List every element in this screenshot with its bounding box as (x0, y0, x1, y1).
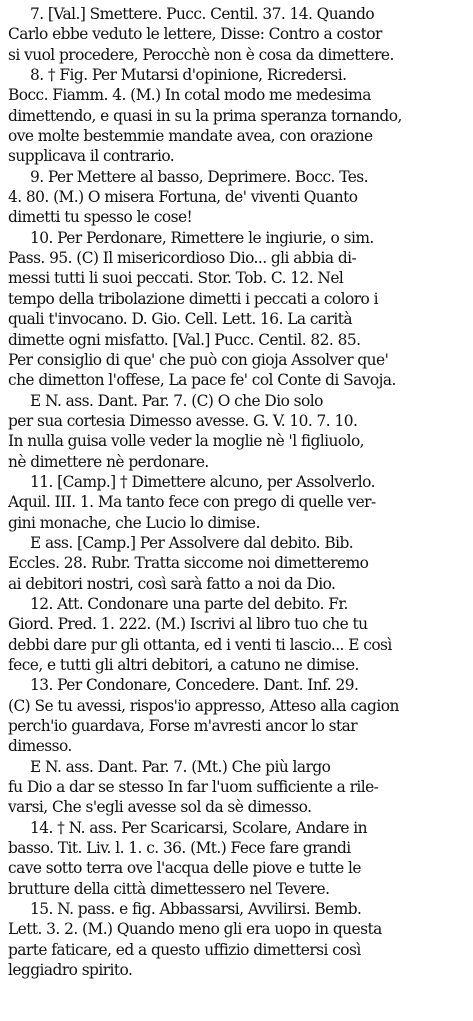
text-line: varsi, Che s'egli avesse sol da sè dimesso. (8, 798, 312, 817)
text-line: dimesso. (8, 737, 72, 756)
text-line: per sua cortesia Dimesso avesse. G. V. 10. 7. 10. (8, 411, 358, 430)
text-line: 7. [Val.] Smettere. Pucc. Centil. 37. 14. Quando (30, 5, 375, 23)
text-line: che dimetton l'offese, La pace fe' col Conte di Savoja. (8, 371, 396, 390)
text-line: fu Dio a dar se stesso In far l'uom sufficiente a rile- (8, 778, 379, 797)
text-line: messi tutti li suoi peccati. Stor. Tob. C. 12. Nel (8, 269, 344, 288)
text-line: basso. Tit. Liv. l. 1. c. 36. (Mt.) Fece fare grandi (8, 839, 351, 858)
text-line: Per consiglio di que' che può con gioja Assolver que' (8, 350, 389, 369)
text-line: leggiadro spirito. (8, 961, 133, 980)
text-line: In nulla guisa volle veder la moglie nè 'l figliuolo, (8, 432, 365, 451)
text-line: Eccles. 28. Rubr. Tratta siccome noi dimetteremo (8, 554, 369, 573)
text-line: brutture della città dimettessero nel Tevere. (8, 879, 330, 898)
text-line: Aquil. III. 1. Ma tanto fece con prego di quelle ver- (8, 493, 376, 512)
text-line: cave sotto terra ove l'acqua delle piove e tutte le (8, 859, 361, 878)
entry-text-column (8, 4, 467, 981)
text-line: 15. N. pass. e fig. Abbassarsi, Avvilirsi. Bemb. (30, 900, 362, 919)
text-line: parte faticare, ed a questo uffizio dimettersi così (8, 940, 361, 959)
text-line: gini monache, che Lucio lo dimise. (8, 513, 260, 532)
text-line: Pass. 95. (C) Il misericordioso Dio... gli abbia di- (8, 249, 357, 268)
text-line: 13. Per Condonare, Concedere. Dant. Inf. 29. (30, 676, 359, 695)
text-line: dimetti tu spesso le cose! (8, 208, 193, 227)
text-line: E ass. [Camp.] Per Assolvere dal debito. Bib. (30, 533, 354, 552)
text-line: dimettendo, e quasi in su la prima speranza tornando, (8, 106, 402, 125)
text-line: 8. † Fig. Per Mutarsi d'opinione, Ricredersi. (30, 66, 347, 85)
text-line: si vuol procedere, Perocchè non è cosa da dimettere. (8, 45, 394, 64)
text-line: nè dimettere nè perdonare. (8, 452, 209, 471)
text-line: Bocc. Fiamm. 4. (M.) In cotal modo me medesima (8, 86, 371, 105)
text-line: supplicava il contrario. (8, 147, 175, 166)
text-line: 12. Att. Condonare una parte del debito. Fr. (30, 594, 348, 613)
text-line: quali t'invocano. D. Gio. Cell. Lett. 16. La carità (8, 310, 352, 329)
text-line: Giord. Pred. 1. 222. (M.) Iscrivi al libro tuo che tu (8, 615, 368, 634)
text-line: Carlo ebbe veduto le lettere, Disse: Contro a costor (8, 25, 382, 44)
text-line: (C) Se tu avessi, rispos'io appresso, Atteso alla cagion (8, 696, 399, 715)
text-line: 10. Per Perdonare, Rimettere le ingiurie, o sim. (30, 228, 374, 247)
text-line: Lett. 3. 2. (M.) Quando meno gli era uopo in questa (8, 920, 382, 939)
text-line: E N. ass. Dant. Par. 7. (C) O che Dio solo (30, 391, 323, 410)
text-line: 4. 80. (M.) O misera Fortuna, de' viventi Quanto (8, 188, 358, 207)
text-line: perch'io guardava, Forse m'avresti ancor lo star (8, 717, 358, 736)
text-line: fece, e tutti gli altri debitori, a catuno ne dimise. (8, 656, 359, 674)
text-line: debbi dare pur gli ottanta, ed i venti ti lascio... E così (8, 635, 392, 654)
text-line: 14. † N. ass. Per Scaricarsi, Scolare, Andare in (30, 818, 368, 837)
text-line: ai debitori nostri, così sarà fatto a noi da Dio. (8, 574, 336, 593)
text-line: 11. [Camp.] † Dimettere alcuno, per Assolverlo. (30, 472, 375, 491)
text-line: dimette ogni misfatto. [Val.] Pucc. Centil. 82. 85. (8, 330, 361, 349)
text-line: 9. Per Mettere al basso, Deprimere. Bocc. Tes. (30, 167, 368, 186)
text-line: ove molte bestemmie mandate avea, con orazione (8, 127, 373, 146)
text-line: tempo della tribolazione dimetti i peccati a coloro i (8, 289, 378, 308)
text-line: E N. ass. Dant. Par. 7. (Mt.) Che più largo (30, 757, 331, 776)
